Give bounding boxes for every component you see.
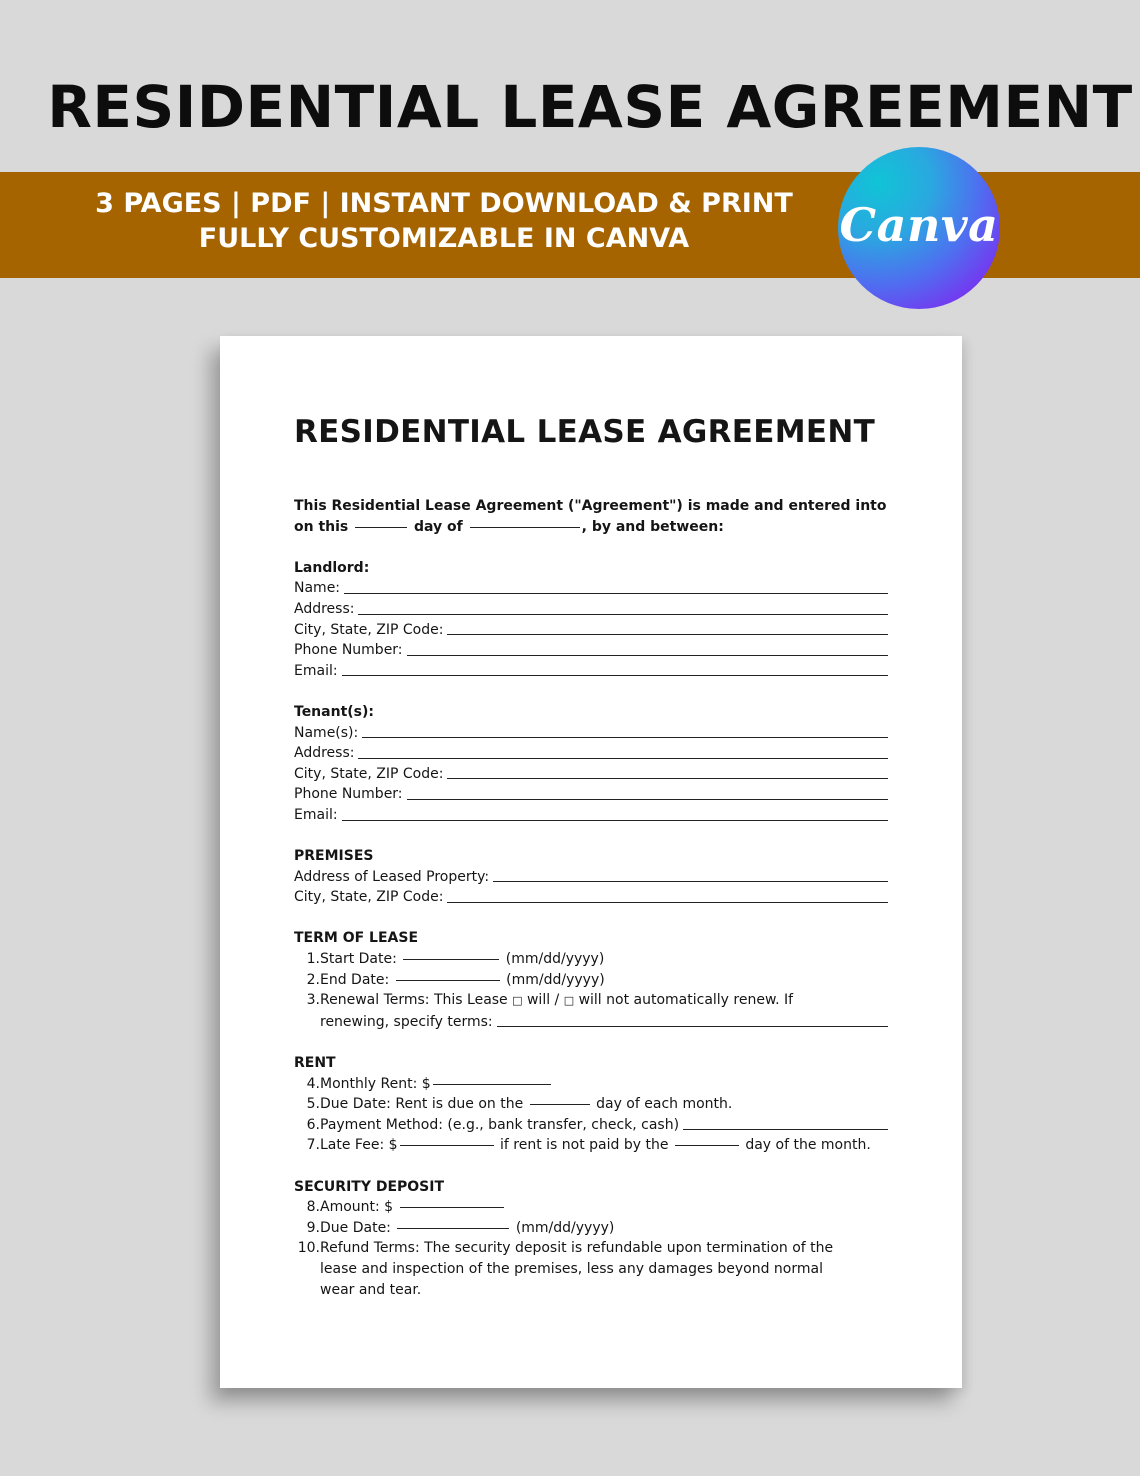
- item-number: 5.: [306, 1096, 320, 1113]
- premises-city-field[interactable]: [294, 887, 888, 908]
- banner-line-formats: 3 PAGES | PDF | INSTANT DOWNLOAD & PRINT: [95, 188, 793, 219]
- tenant-city-field[interactable]: [294, 764, 888, 785]
- field-line[interactable]: [407, 799, 888, 800]
- item-body: [320, 1115, 888, 1136]
- item-suffix: (mm/dd/yyyy): [505, 951, 605, 968]
- item-number-spacer: [294, 1280, 320, 1301]
- field-line[interactable]: [407, 655, 888, 656]
- term-renewal: [294, 990, 888, 1012]
- premises-address-field[interactable]: [294, 867, 888, 888]
- document-page: [220, 336, 962, 1388]
- item-body: [320, 970, 888, 991]
- start-date-blank[interactable]: [403, 959, 499, 960]
- term-heading: TERM OF LEASE: [294, 930, 419, 947]
- will-renew-checkbox[interactable]: □: [512, 994, 523, 1008]
- item-body: lease and inspection of the premises, less any damages beyond normal: [320, 1260, 823, 1277]
- item-suffix: day of the month.: [745, 1137, 871, 1154]
- rent-heading: RENT: [294, 1055, 336, 1072]
- deposit-due-date-blank[interactable]: [397, 1228, 509, 1229]
- item-body: wear and tear.: [320, 1281, 422, 1298]
- field-label: Address:: [294, 745, 355, 762]
- field-label: City, State, ZIP Code:: [294, 889, 444, 906]
- item-body: [320, 1218, 888, 1239]
- field-label: Name:: [294, 580, 341, 597]
- item-label: Amount: $: [320, 1199, 394, 1216]
- field-line[interactable]: [358, 614, 888, 615]
- field-line[interactable]: [447, 778, 888, 779]
- item-body: [320, 1135, 888, 1156]
- month-blank[interactable]: [470, 527, 580, 528]
- rent-due-day-blank[interactable]: [530, 1104, 590, 1105]
- item-body: [320, 949, 888, 970]
- item-body: [320, 1094, 888, 1115]
- item-label: End Date:: [320, 971, 390, 988]
- intro-text-c: , by and between:: [581, 518, 724, 535]
- renewal-text-b: will /: [522, 992, 564, 1009]
- deposit-amount-blank[interactable]: [400, 1207, 504, 1208]
- item-number-spacer: [294, 1259, 320, 1280]
- payment-method-blank[interactable]: [683, 1129, 888, 1130]
- tenant-email-field[interactable]: [294, 805, 888, 826]
- intro-text-b: day of: [409, 518, 468, 535]
- item-number: 3.: [306, 992, 320, 1009]
- field-line[interactable]: [447, 634, 888, 635]
- landlord-city-field[interactable]: [294, 620, 888, 641]
- item-number: 10.: [297, 1240, 320, 1257]
- intro-text-a: on this: [294, 518, 354, 535]
- deposit-amount: [294, 1197, 888, 1218]
- renewal-text-a: Renewal Terms: This Lease: [320, 992, 513, 1009]
- item-body: [320, 990, 888, 1012]
- item-mid: if rent is not paid by the: [499, 1137, 669, 1154]
- landlord-name-field[interactable]: [294, 578, 888, 599]
- field-label: Email:: [294, 806, 338, 823]
- deposit-refund-cont-2: [294, 1280, 888, 1301]
- spacer: [294, 1032, 888, 1053]
- deposit-due-date: [294, 1218, 888, 1239]
- field-label: Phone Number:: [294, 786, 403, 803]
- field-label: Address:: [294, 600, 355, 617]
- item-suffix: (mm/dd/yyyy): [506, 971, 605, 988]
- tenant-address-field[interactable]: [294, 743, 888, 764]
- tenant-name-field[interactable]: [294, 723, 888, 744]
- end-date-blank[interactable]: [396, 980, 500, 981]
- field-label: renewing, specify terms:: [320, 1013, 493, 1030]
- landlord-phone-field[interactable]: [294, 640, 888, 661]
- rent-monthly: [294, 1074, 888, 1095]
- field-line[interactable]: [342, 820, 888, 821]
- late-fee-amount-blank[interactable]: [400, 1145, 494, 1146]
- landlord-heading: Landlord:: [294, 559, 370, 576]
- field-label: Address of Leased Property:: [294, 868, 490, 885]
- monthly-rent-blank[interactable]: [433, 1084, 551, 1085]
- field-line[interactable]: [447, 902, 888, 903]
- landlord-email-field[interactable]: [294, 661, 888, 682]
- canva-logo-text: Canva: [839, 198, 999, 252]
- late-fee-day-blank[interactable]: [675, 1145, 739, 1146]
- document-title: RESIDENTIAL LEASE AGREEMENT: [294, 414, 876, 450]
- landlord-address-field[interactable]: [294, 599, 888, 620]
- banner-line-customizable: FULLY CUSTOMIZABLE IN CANVA: [198, 223, 690, 254]
- item-number: 9.: [306, 1219, 320, 1236]
- item-label: Start Date:: [320, 951, 397, 968]
- rent-payment-method: [294, 1115, 888, 1136]
- field-line[interactable]: [342, 675, 888, 676]
- renewal-text-c: will not automatically renew. If: [574, 992, 794, 1009]
- field-line[interactable]: [362, 737, 888, 738]
- field-line[interactable]: [493, 881, 888, 882]
- item-number: 8.: [306, 1199, 320, 1216]
- term-start-date: [294, 949, 888, 970]
- item-suffix: (mm/dd/yyyy): [515, 1219, 615, 1236]
- intro-line-2: [294, 517, 888, 538]
- item-suffix: day of each month.: [596, 1096, 733, 1113]
- deposit-refund-terms: [294, 1238, 888, 1259]
- item-number: 1.: [306, 951, 320, 968]
- renewal-terms-field[interactable]: [294, 1012, 888, 1033]
- item-number: 6.: [306, 1116, 320, 1133]
- spacer: [294, 681, 888, 702]
- field-line[interactable]: [358, 758, 888, 759]
- item-label: Late Fee: $: [320, 1137, 398, 1154]
- tenants-heading: Tenant(s):: [294, 703, 374, 720]
- document-body: [294, 412, 888, 1300]
- day-blank[interactable]: [355, 527, 407, 528]
- item-body: Refund Terms: The security deposit is refundable upon termination of the: [320, 1240, 834, 1257]
- item-label: Due Date:: [320, 1219, 391, 1236]
- rent-due-date: [294, 1094, 888, 1115]
- item-body: [320, 1197, 888, 1218]
- item-number: 4.: [306, 1075, 320, 1092]
- spacer: [294, 908, 888, 929]
- item-label: Monthly Rent: $: [320, 1075, 431, 1092]
- field-label: Phone Number:: [294, 642, 403, 659]
- tenant-phone-field[interactable]: [294, 784, 888, 805]
- premises-heading: PREMISES: [294, 848, 374, 865]
- field-label: City, State, ZIP Code:: [294, 621, 444, 638]
- hero-title: RESIDENTIAL LEASE AGREEMENT: [47, 73, 1133, 141]
- item-number: 2.: [306, 971, 320, 988]
- spacer: [294, 826, 888, 847]
- item-label: Due Date: Rent is due on the: [320, 1096, 524, 1113]
- deposit-refund-cont-1: [294, 1259, 888, 1280]
- deposit-heading: SECURITY DEPOSIT: [294, 1178, 445, 1195]
- canva-logo: [838, 147, 1000, 309]
- field-label: City, State, ZIP Code:: [294, 765, 444, 782]
- field-label: Email:: [294, 662, 338, 679]
- field-label: Name(s):: [294, 724, 359, 741]
- term-end-date: [294, 970, 888, 991]
- field-line[interactable]: [344, 593, 888, 594]
- intro-line-1: This Residential Lease Agreement ("Agreement") is made and entered into: [294, 498, 887, 514]
- spacer: [294, 1156, 888, 1177]
- intro-paragraph: [294, 496, 888, 537]
- item-number: 7.: [306, 1137, 320, 1154]
- will-not-renew-checkbox[interactable]: □: [563, 994, 575, 1008]
- field-line[interactable]: [497, 1026, 888, 1027]
- rent-late-fee: [294, 1135, 888, 1156]
- item-label: Payment Method: (e.g., bank transfer, check, cash): [320, 1116, 680, 1133]
- item-body: [320, 1074, 888, 1095]
